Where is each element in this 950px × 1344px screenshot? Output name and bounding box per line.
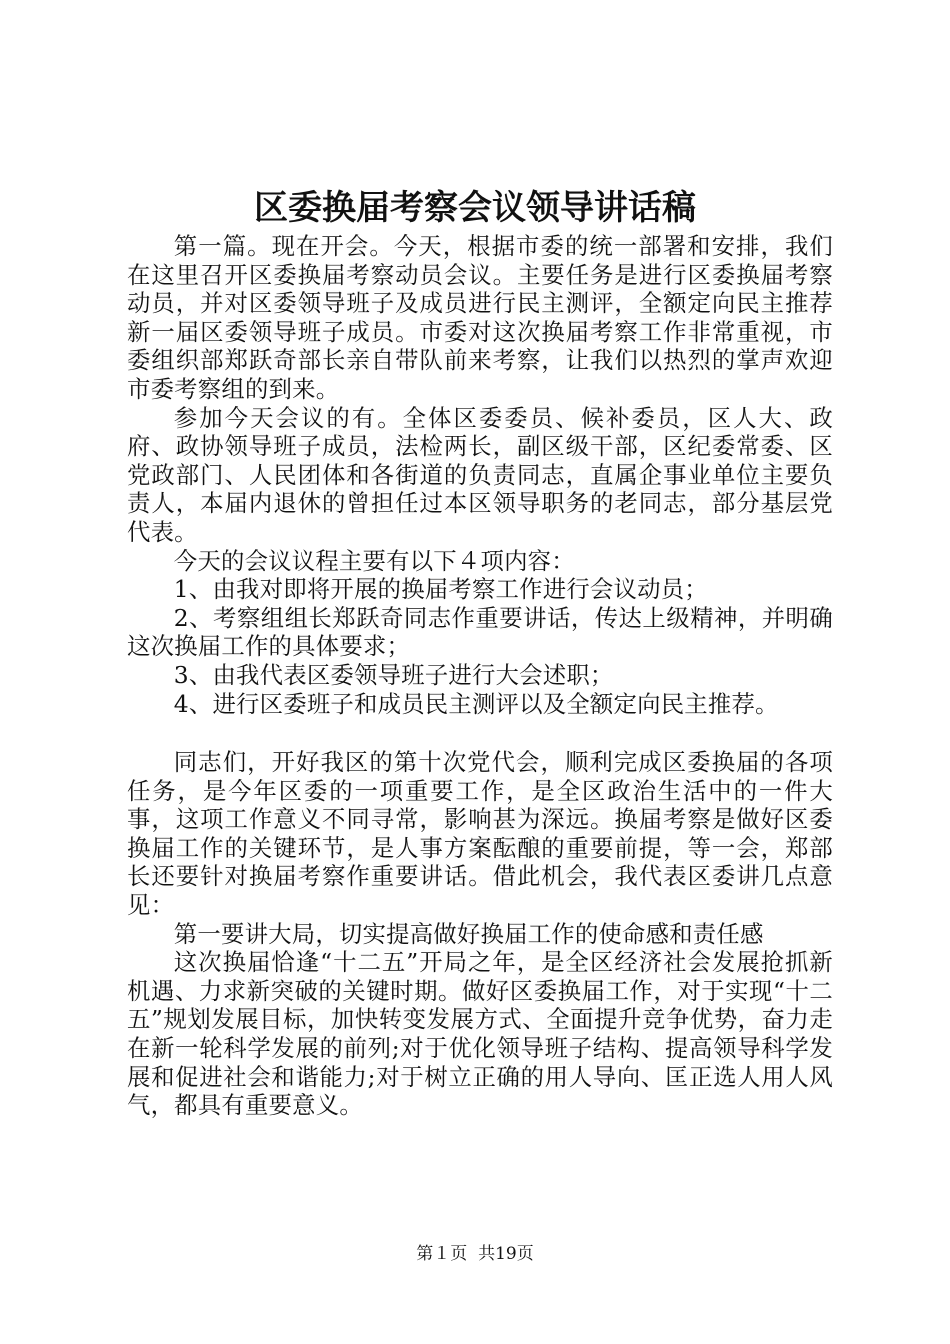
document-body	[127, 232, 833, 1120]
footer-separator	[467, 1244, 478, 1264]
agenda-item-1: 1、由我对即将开展的换届考察工作进行会议动员；	[173, 575, 708, 604]
paragraph-spacer	[127, 718, 833, 748]
page-number: 第１页	[416, 1244, 468, 1264]
agenda-item-2: 2、考察组组长郑跃奇同志作重要讲话，传达上级精神，并明确这次换届工作的具体要求；	[127, 603, 833, 661]
agenda-item-3: 3、由我代表区委领导班子进行大会述职；	[173, 660, 614, 689]
paragraph-attendees: 参加今天会议的有。全体区委委员、候补委员，区人大、政府、政协领导班子成员，法检两长，副区级干部，区纪委常委、区党政部门、人民团体和各街道的负责同志，直属企事业单位主要负责人，本届内退休的曾担任过本区领导职务的老同志，部分基层党代表。	[127, 403, 833, 546]
section-heading-first: 第一要讲大局，切实提高做好换届工作的使命感和责任感	[173, 919, 764, 948]
paragraph-comrades: 同志们，开好我区的第十次党代会，顺利完成区委换届的各项任务，是今年区委的一项重要工作，是全区政治生活中的一件大事，这项工作意义不同寻常，影响甚为深远。换届考察是做好区委换届工作的关键环节，是人事方案酝酿的重要前提，等一会，郑部长还要针对换届考察作重要讲话。借此机会，我代表区委讲几点意见：	[127, 748, 833, 920]
paragraph-significance: 这次换届恰逢“十二五”开局之年，是全区经济社会发展抢抓新机遇、力求新突破的关键时期。做好区委换届工作，对于实现“十二五”规划发展目标，加快转变发展方式、全面提升竞争优势，奋力走在新一轮科学发展的前列;对于优化领导班子结构、提高领导科学发展和促进社会和谐能力;对于树立正确的用人导向、匡正选人用人风气，都具有重要意义。	[127, 948, 833, 1120]
paragraph-agenda-intro: 今天的会议议程主要有以下４项内容：	[173, 546, 575, 575]
page-footer	[0, 1243, 950, 1265]
document-title: 区委换届考察会议领导讲话稿	[254, 188, 696, 228]
page-total: 共19页	[478, 1244, 534, 1264]
paragraph-opening: 第一篇。现在开会。今天，根据市委的统一部署和安排，我们在这里召开区委换届考察动员会议。主要任务是进行区委换届考察动员，并对区委领导班子及成员进行民主测评，全额定向民主推荐新一届区委领导班子成员。市委对这次换届考察工作非常重视，市委组织部郑跃奇部长亲自带队前来考察，让我们以热烈的掌声欢迎市委考察组的到来。	[127, 232, 833, 403]
agenda-item-4: 4、进行区委班子和成员民主测评以及全额定向民主推荐。	[173, 689, 779, 718]
